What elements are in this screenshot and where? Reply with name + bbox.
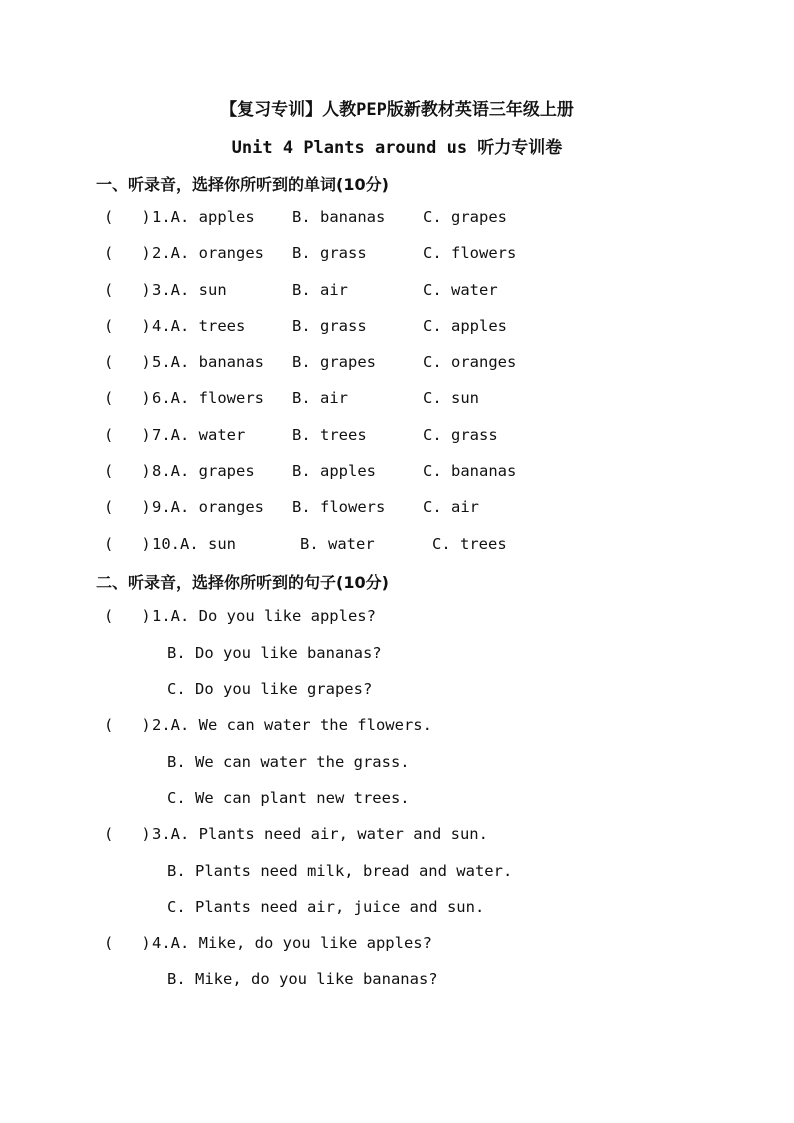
word-question-4: [0, 317, 794, 341]
answer-blank[interactable]: ( ): [104, 934, 151, 952]
option-c: C. Do you like grapes?: [167, 680, 373, 698]
option-b: B. grass: [292, 317, 367, 335]
option-b: B. trees: [292, 426, 367, 444]
answer-blank[interactable]: ( ): [104, 462, 151, 480]
option-b: B. flowers: [292, 498, 386, 516]
option-c: C. apples: [423, 317, 507, 335]
option-a: 10.A. sun: [152, 535, 236, 553]
option-a: 3.A. Plants need air, water and sun.: [152, 825, 488, 843]
page-subtitle: Unit 4 Plants around us 听力专训卷: [231, 138, 563, 158]
word-question-5: [0, 353, 794, 377]
word-question-2: [0, 244, 794, 268]
option-b: B. grass: [292, 244, 367, 262]
option-c: C. water: [423, 281, 498, 299]
option-b: B. air: [292, 389, 348, 407]
word-question-8: [0, 462, 794, 486]
option-c: C. flowers: [423, 244, 517, 262]
option-a: 7.A. water: [152, 426, 246, 444]
option-b: B. air: [292, 281, 348, 299]
option-a: 4.A. Mike, do you like apples?: [152, 934, 432, 952]
answer-blank[interactable]: ( ): [104, 498, 151, 516]
word-question-1: [0, 208, 794, 232]
option-c: C. Plants need air, juice and sun.: [167, 898, 485, 916]
answer-blank[interactable]: ( ): [104, 317, 151, 335]
answer-blank[interactable]: ( ): [104, 825, 151, 843]
option-b: B. Do you like bananas?: [167, 644, 382, 662]
word-question-3: [0, 281, 794, 305]
option-a: 1.A. Do you like apples?: [152, 607, 376, 625]
option-a: 5.A. bananas: [152, 353, 264, 371]
answer-blank[interactable]: ( ): [104, 716, 151, 734]
option-a: 2.A. oranges: [152, 244, 264, 262]
option-b: B. bananas: [292, 208, 386, 226]
answer-blank[interactable]: ( ): [104, 535, 151, 553]
answer-blank[interactable]: ( ): [104, 353, 151, 371]
page-title: 【复习专训】人教PEP版新教材英语三年级上册: [220, 100, 574, 120]
option-c: C. grass: [423, 426, 498, 444]
word-question-9: [0, 498, 794, 522]
option-a: 9.A. oranges: [152, 498, 264, 516]
option-c: C. trees: [432, 535, 507, 553]
option-a: 2.A. We can water the flowers.: [152, 716, 432, 734]
option-a: 1.A. apples: [152, 208, 255, 226]
answer-blank[interactable]: ( ): [104, 607, 151, 625]
option-c: C. bananas: [423, 462, 517, 480]
word-question-6: [0, 389, 794, 413]
option-b: B. Mike, do you like bananas?: [167, 970, 438, 988]
option-c: C. sun: [423, 389, 479, 407]
option-b: B. We can water the grass.: [167, 753, 410, 771]
option-a: 3.A. sun: [152, 281, 227, 299]
part2-heading: 二、听录音，选择你所听到的句子(10分): [96, 573, 389, 592]
option-a: 6.A. flowers: [152, 389, 264, 407]
option-b: B. grapes: [292, 353, 376, 371]
answer-blank[interactable]: ( ): [104, 426, 151, 444]
answer-blank[interactable]: ( ): [104, 244, 151, 262]
option-c: C. grapes: [423, 208, 507, 226]
answer-blank[interactable]: ( ): [104, 389, 151, 407]
option-b: B. apples: [292, 462, 376, 480]
option-c: C. We can plant new trees.: [167, 789, 410, 807]
answer-blank[interactable]: ( ): [104, 281, 151, 299]
part1-heading: 一、听录音，选择你所听到的单词(10分): [96, 175, 389, 194]
option-a: 4.A. trees: [152, 317, 246, 335]
option-c: C. air: [423, 498, 479, 516]
word-question-10: [0, 535, 794, 559]
option-a: 8.A. grapes: [152, 462, 255, 480]
answer-blank[interactable]: ( ): [104, 208, 151, 226]
word-question-7: [0, 426, 794, 450]
option-b: B. Plants need milk, bread and water.: [167, 862, 513, 880]
option-b: B. water: [300, 535, 375, 553]
option-c: C. oranges: [423, 353, 517, 371]
